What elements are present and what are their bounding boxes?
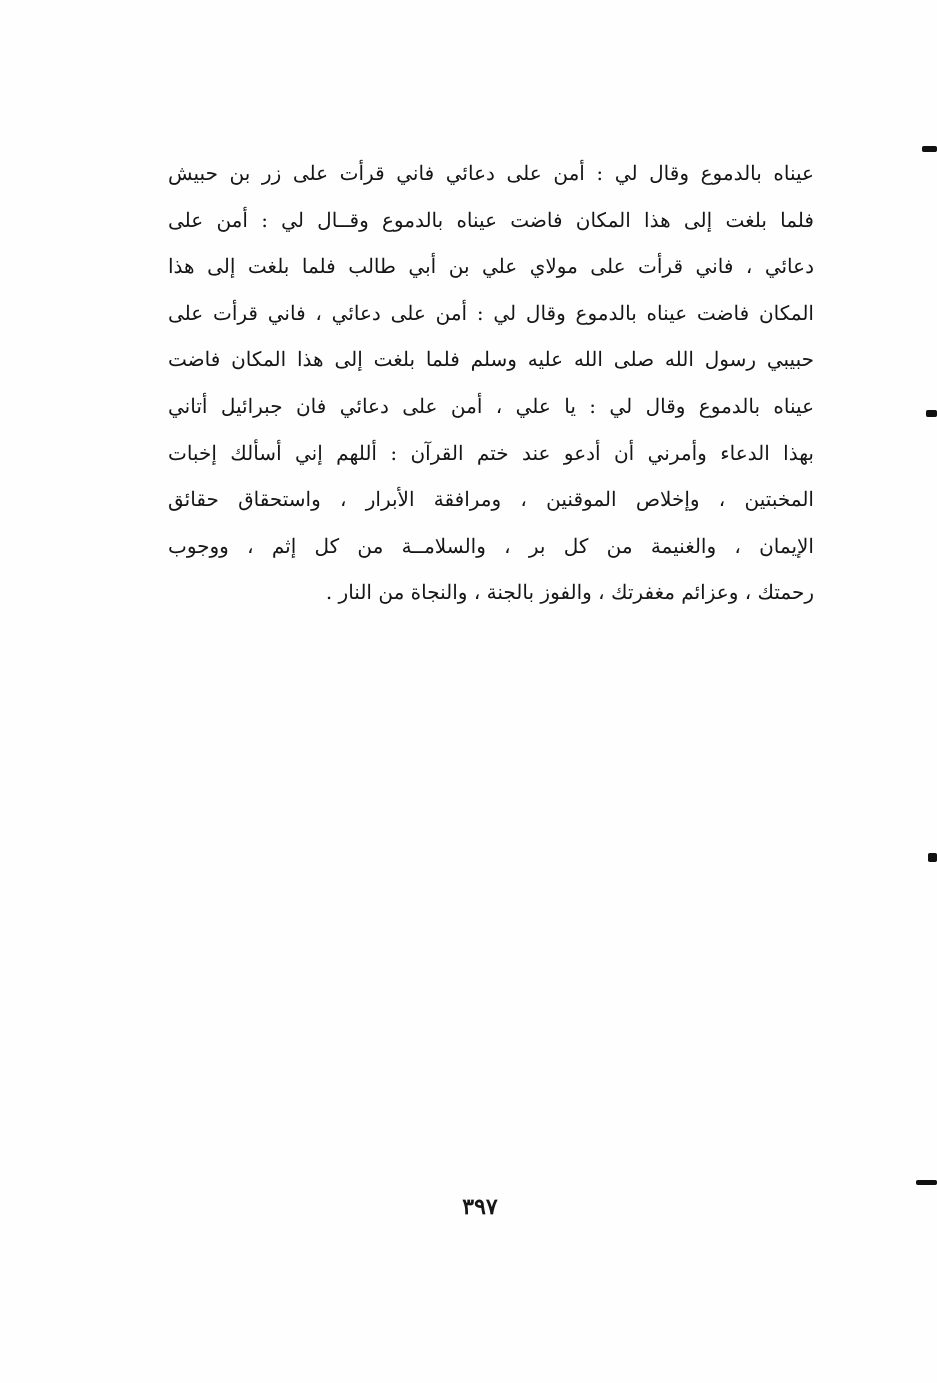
text-line: المخبتين ، وإخلاص الموقنين ، ومرافقة الأبرار ، واستحقاق حقائق: [168, 487, 814, 512]
text-line: المكان فاضت عيناه بالدموع وقال لي : أمن على دعائي ، فاني قرأت على: [168, 300, 814, 325]
text-line: عيناه بالدموع وقال لي : أمن على دعائي فاني قرأت على زر بن حبيش: [168, 161, 814, 185]
scan-edge-mark: [926, 410, 937, 417]
text-line: بهذا الدعاء وأمرني أن أدعو عند ختم القرآن : أللهم إني أسألك إخبات: [168, 440, 814, 465]
body-text: [168, 150, 814, 616]
scan-edge-mark: [928, 853, 937, 862]
scan-edge-mark: [922, 146, 937, 152]
text-line: دعائي ، فاني قرأت على مولاي علي بن أبي طالب فلما بلغت إلى هذا: [168, 254, 814, 279]
text-line: حبيبي رسول الله صلى الله عليه وسلم فلما بلغت إلى هذا المكان فاضت: [168, 347, 814, 372]
text-line: رحمتك ، وعزائم مغفرتك ، والفوز بالجنة ، والنجاة من النار .: [325, 580, 814, 605]
text-line: عيناه بالدموع وقال لي : يا علي ، أمن على دعائي فان جبرائيل أتاني: [168, 393, 814, 418]
scan-edge-mark: [916, 1180, 937, 1185]
text-line: فلما بلغت إلى هذا المكان فاضت عيناه بالدموع وقــال لي : أمن على: [168, 207, 814, 232]
text-line: الإيمان ، والغنيمة من كل بر ، والسلامــة من كل إثم ، ووجوب: [168, 533, 814, 558]
page-number: ٣٩٧: [462, 1194, 498, 1220]
